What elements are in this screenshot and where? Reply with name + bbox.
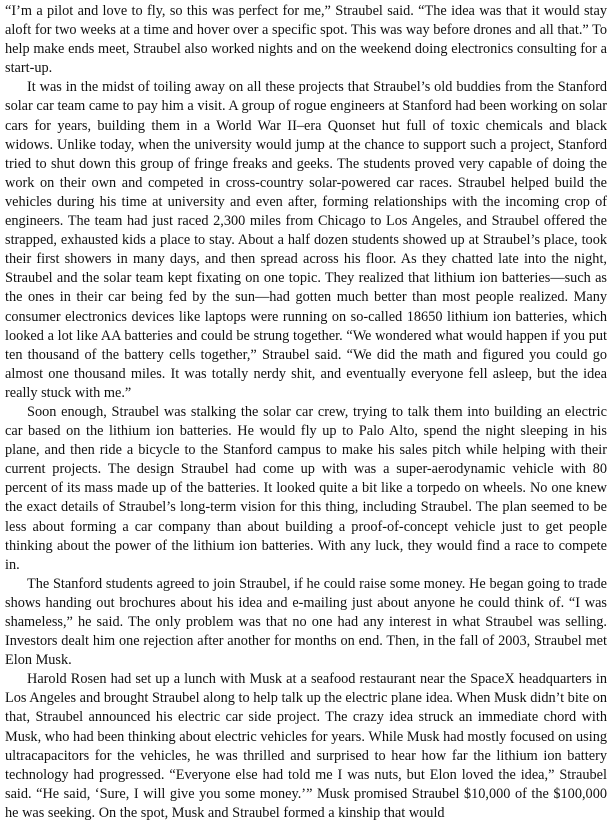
paragraph-2: It was in the midst of toiling away on all these projects that Straubel’s old buddies from the Stanford solar car team came to pay him a visit. A group of rogue engineers at Stanford had been working on solar cars for years, building them in a World War II–era Quonset hut full of toxic chemicals and black widows. Unlike today, when the university would jump at the chance to support such a project, Stanford tried to shut down this group of fringe freaks and geeks. The students proved very capable of doing the work on their own and competed in cross-country solar-powered car races. Straubel helped build the vehicles during his time at university and even after, forming relationships with the incoming crop of engineers. The team had just raced 2,300 miles from Chicago to Los Angeles, and Straubel offered the strapped, exhausted kids a place to stay. About a half dozen students showed up at Straubel’s place, took their first showers in many days, and then spread across his floor. As they chatted late into the night, Straubel and the solar team kept fixating on one topic. They realized that lithium ion batteries—such as the ones in their car being fed by the sun—had gotten much better than most people realized. Many consumer electronics devices like laptops were running on so-called 18650 lithium ion batteries, which looked a lot like AA batteries and could be strung together. “We wondered what would happen if you put ten thousand of the battery cells together,” Straubel said. “We did the math and figured you could go almost one thousand miles. It was totally nerdy shit, and eventually everyone fell asleep, but the idea really stuck with me.” — [5, 79, 607, 401]
paragraph-1: “I’m a pilot and love to fly, so this was perfect for me,” Straubel said. “The idea was that it would stay aloft for two weeks at a time and hover over a specific spot. This was way before drones and all that.” To help make ends meet, Straubel also worked nights and on the weekend doing electronics consulting for a start-up. — [5, 3, 607, 77]
paragraph-4: The Stanford students agreed to join Straubel, if he could raise some money. He began going to trade shows handing out brochures about his idea and e-mailing just about anyone he could think of. “I was shameless,” he said. The only problem was that no one had any interest in what Straubel was selling. Investors dealt him one rejection after another for months on end. Then, in the fall of 2003, Straubel met Elon Musk. — [5, 575, 607, 669]
paragraph-5: Harold Rosen had set up a lunch with Musk at a seafood restaurant near the SpaceX headquarters in Los Angeles and brought Straubel along to help talk up the electric plane idea. When Musk didn’t bite on that, Straubel announced his electric car side project. The crazy idea struck an immediate chord with Musk, who had been thinking about electric vehicles for years. While Musk had mostly focused on using ultracapacitors for the vehicles, he was thrilled and surprised to hear how far the lithium ion battery technology had progressed. “Everyone else had told me I was nuts, but Elon loved the idea,” Straubel said. “He said, ‘Sure, I will give you some money.’” Musk promised Straubel $10,000 of the $100,000 he was seeking. On the spot, Musk and Straubel formed a kinship that would — [5, 671, 607, 821]
paragraph-3: Soon enough, Straubel was stalking the solar car crew, trying to talk them into building an electric car based on the lithium ion batteries. He would fly up to Palo Alto, spend the night sleeping in his plane, and then ride a bicycle to the Stanford campus to make his sales pitch while helping with their current projects. The design Straubel had come up with was a super-aerodynamic vehicle with 80 percent of its mass made up of the batteries. It looked quite a bit like a torpedo on wheels. No one knew the exact details of Straubel’s long-term vision for this thing, including Straubel. The plan seemed to be less about forming a car company than about building a proof-of-concept vehicle just to get people thinking about the power of the lithium ion batteries. With any luck, they would find a race to compete in. — [5, 403, 607, 573]
document-page — [5, 2, 607, 823]
